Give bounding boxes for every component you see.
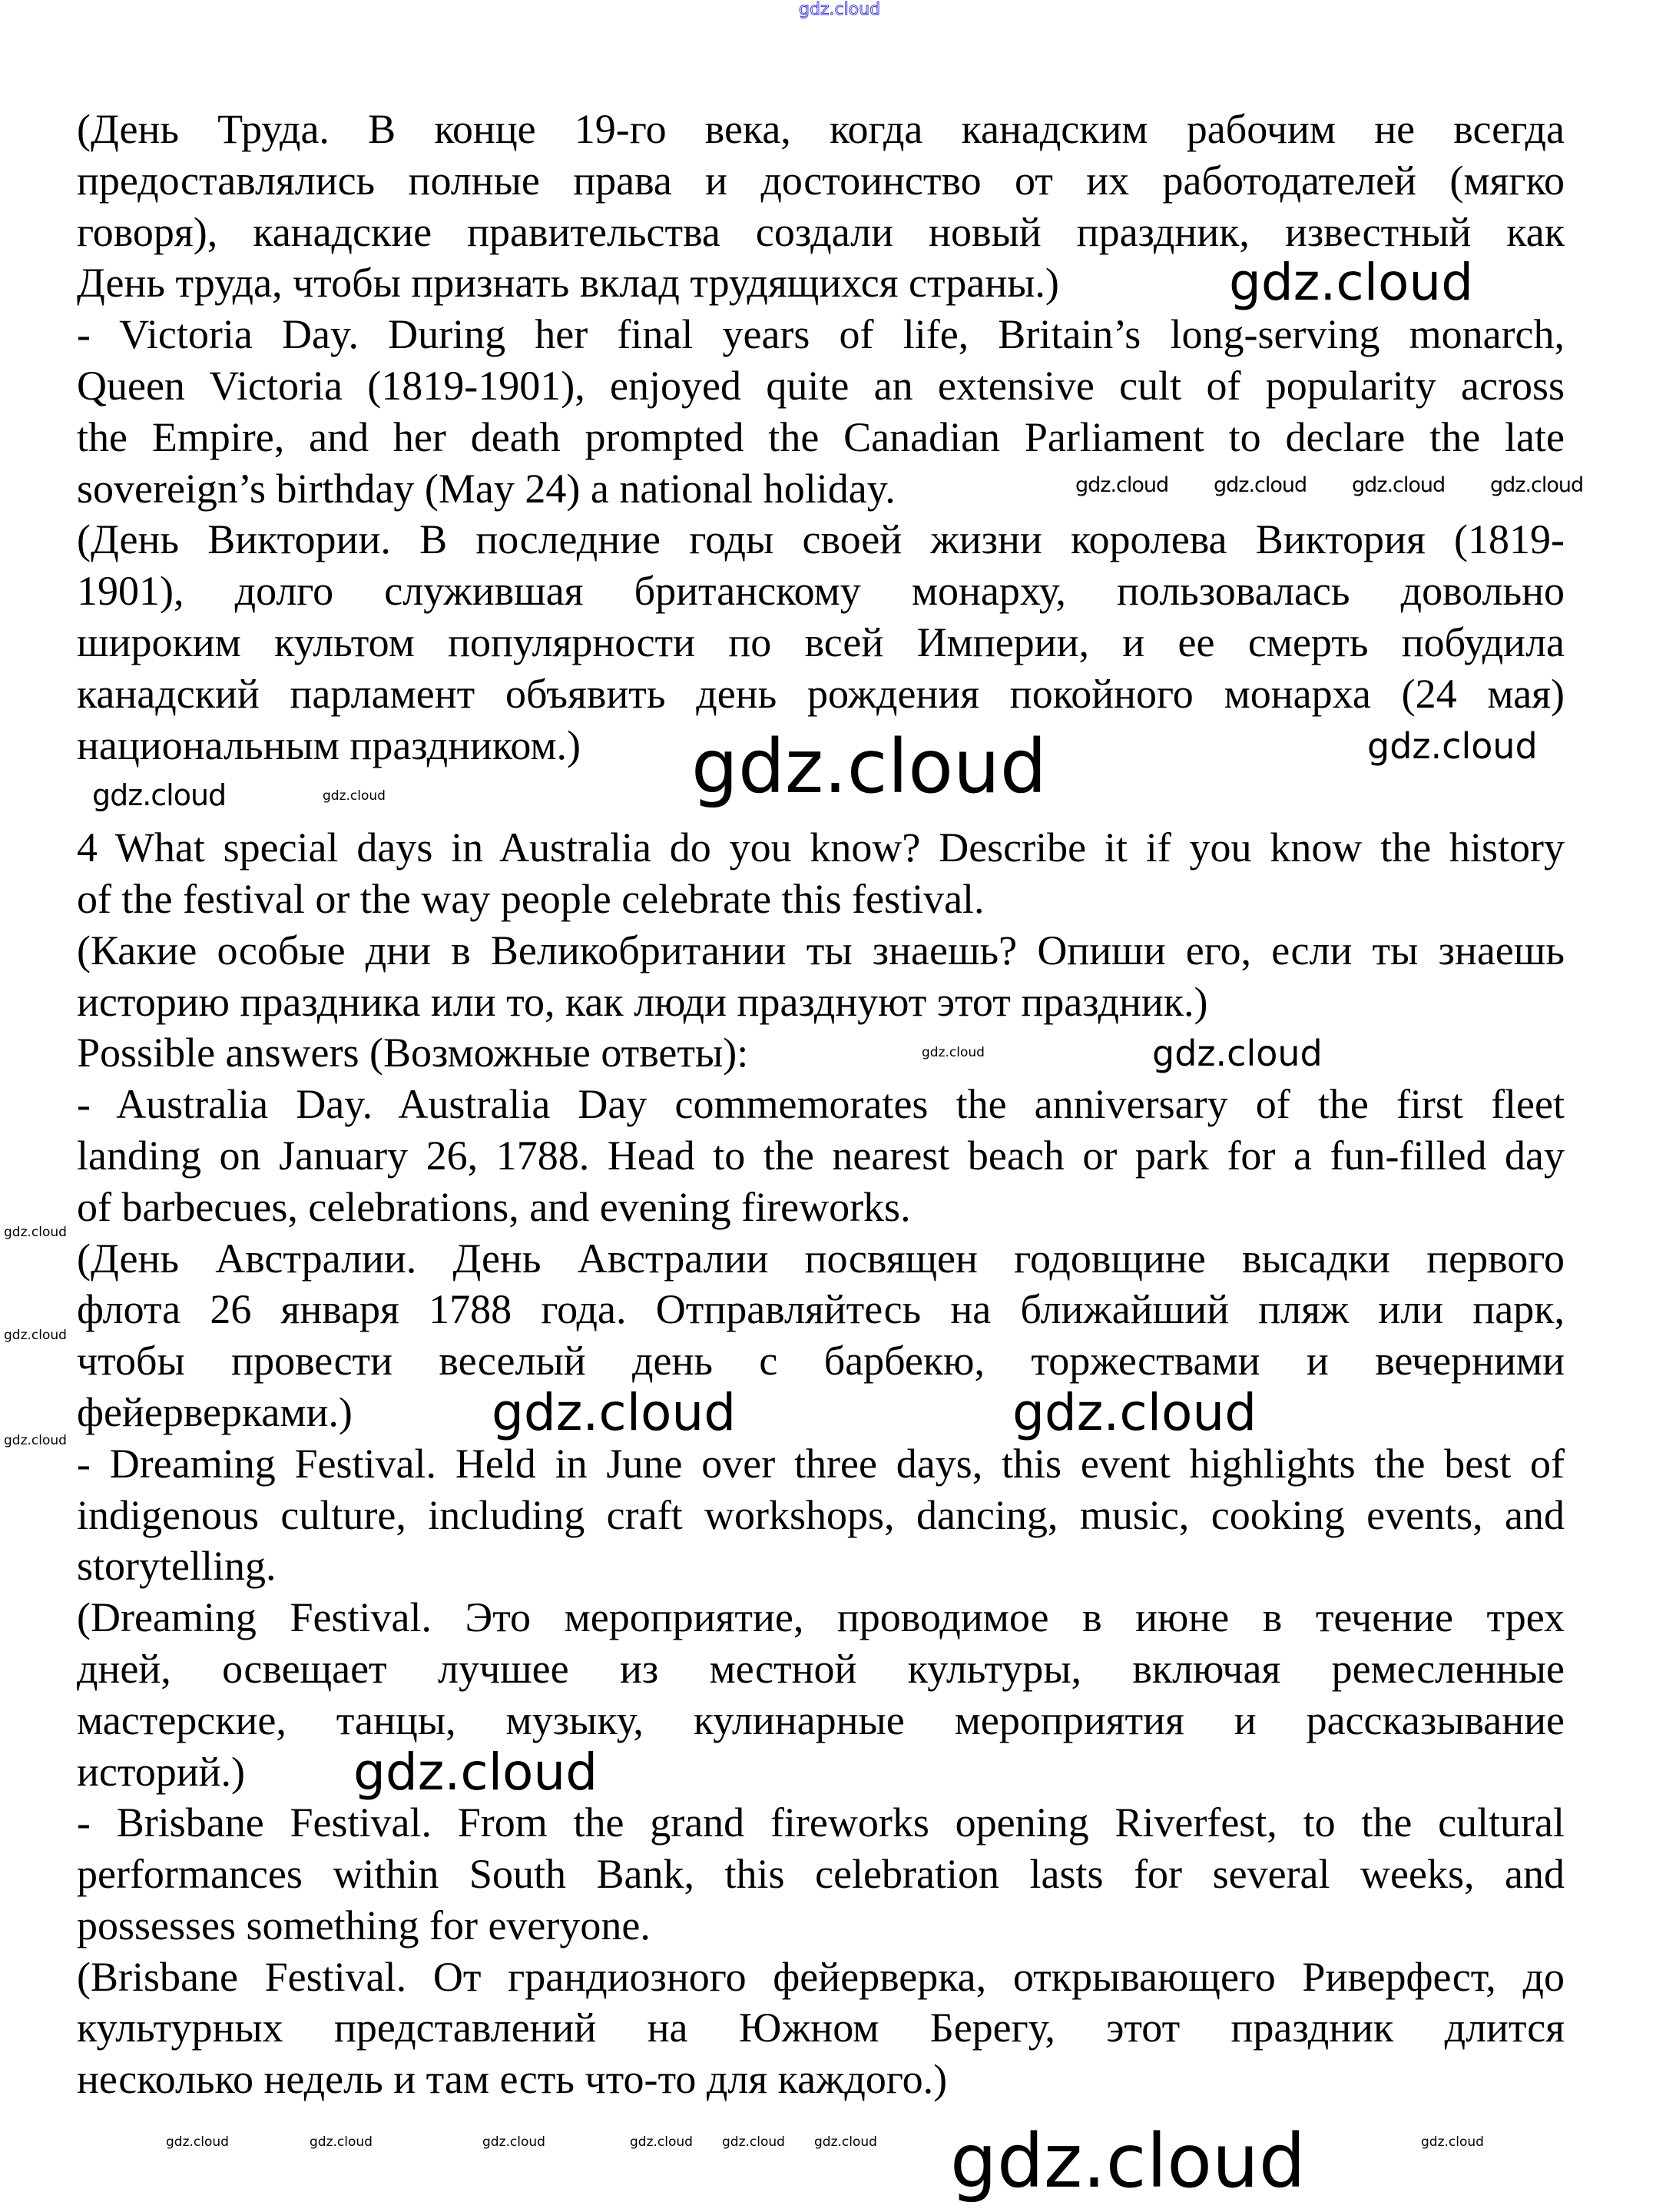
watermark: gdz.cloud: [1214, 473, 1307, 497]
text-line: историю праздника или то, как люди празднуют этот праздник.): [77, 978, 1208, 1025]
watermark: gdz.cloud: [691, 724, 1047, 810]
text-line: (Какие особые дни в Великобритании ты знаешь? Опиши его, если ты знаешь: [77, 927, 1565, 973]
text-line: мастерские, танцы, музыку, кулинарные мероприятия и рассказывание: [77, 1696, 1565, 1743]
watermark: gdz.cloud: [814, 2134, 877, 2150]
watermark: gdz.cloud: [1352, 473, 1446, 497]
text-line: the Empire, and her death prompted the Canadian Parliament to declare the late: [77, 413, 1565, 460]
watermark: gdz.cloud: [166, 2134, 229, 2150]
text-line: чтобы провести веселый день с барбекю, торжествами и вечерними: [77, 1338, 1565, 1385]
header-watermark: gdz.cloud: [799, 0, 881, 19]
text-line: историй.): [77, 1748, 246, 1795]
text-line: флота 26 января 1788 года. Отправляйтесь на ближайший пляж или парк,: [77, 1286, 1565, 1333]
text-line: культурных представлений на Южном Берегу, этот праздник длится: [77, 2005, 1565, 2051]
text-line: of the festival or the way people celebrate this festival.: [77, 875, 985, 922]
text-line: - Brisbane Festival. From the grand fireworks opening Riverfest, to the cultural: [77, 1799, 1565, 1846]
watermark: gdz.cloud: [950, 2118, 1306, 2204]
text-line: фейерверками.): [77, 1388, 353, 1435]
watermark: gdz.cloud: [1490, 473, 1584, 497]
text-line: landing on January 26, 1788. Head to the nearest beach or park for a fun-filled day: [77, 1132, 1565, 1179]
watermark: gdz.cloud: [1229, 253, 1474, 312]
watermark: gdz.cloud: [722, 2134, 785, 2150]
text-line: storytelling.: [77, 1543, 277, 1590]
text-line: несколько недель и там есть что-то для каждого.): [77, 2056, 948, 2103]
text-line: 1901), долго служившая британскому монарху, пользовалась довольно: [77, 568, 1565, 615]
paragraph: [77, 1952, 1565, 2105]
paragraph: [77, 1027, 1565, 1079]
paragraph: [77, 1233, 1565, 1442]
text-line: (Brisbane Festival. От грандиозного фейерверка, открывающего Риверфест, до: [77, 1953, 1565, 2000]
watermark: gdz.cloud: [482, 2134, 545, 2150]
text-line: (День Австралии. День Австралии посвящен годовщине высадки первого: [77, 1235, 1565, 1282]
watermark: gdz.cloud: [1075, 473, 1169, 497]
text-line: предоставлялись полные права и достоинство от их работодателей (мягко: [77, 157, 1565, 204]
text-line: Possible answers (Возможные ответы):: [77, 1030, 749, 1076]
text-line: - Dreaming Festival. Held in June over three days, this event highlights the best of: [77, 1440, 1565, 1487]
watermark: gdz.cloud: [1152, 1033, 1323, 1074]
watermark: gdz.cloud: [1012, 1383, 1257, 1442]
text-line: Queen Victoria (1819-1901), enjoyed quite an extensive cult of popularity across: [77, 362, 1565, 409]
text-line: (День Виктории. В последние годы своей жизни королева Виктория (1819-: [77, 516, 1565, 563]
paragraph: [77, 309, 1565, 514]
paragraph: [77, 1438, 1565, 1592]
text-line: (День Труда. В конце 19-го века, когда канадским рабочим не всегда: [77, 106, 1565, 152]
document-body: [77, 104, 1565, 2105]
text-line: sovereign’s birthday (May 24) a national holiday.: [77, 465, 896, 512]
text-line: День труда, чтобы признать вклад трудящихся страны.): [77, 260, 1059, 307]
watermark: gdz.cloud: [323, 788, 386, 804]
text-line: performances within South Bank, this celebration lasts for several weeks, and: [77, 1851, 1565, 1898]
paragraph: [77, 822, 1565, 925]
paragraph: [77, 1079, 1565, 1232]
watermark: gdz.cloud: [310, 2134, 373, 2150]
text-line: (Dreaming Festival. Это мероприятие, проводимое в июне в течение трех: [77, 1594, 1565, 1641]
text-line: 4 What special days in Australia do you know? Describe it if you know the history: [77, 824, 1565, 871]
text-line: of barbecues, celebrations, and evening fireworks.: [77, 1183, 911, 1230]
text-line: indigenous culture, including craft workshops, dancing, music, cooking events, and: [77, 1491, 1565, 1538]
text-line: национальным праздником.): [77, 721, 581, 768]
watermark: gdz.cloud: [1421, 2134, 1484, 2150]
watermark: gdz.cloud: [4, 1225, 67, 1240]
text-line: - Australia Day. Australia Day commemorates the anniversary of the first fleet: [77, 1081, 1565, 1128]
watermark: gdz.cloud: [1367, 725, 1538, 767]
paragraph: [77, 1592, 1565, 1802]
watermark: gdz.cloud: [922, 1045, 985, 1060]
text-line: - Victoria Day. During her final years of life, Britain’s long-serving monarch,: [77, 311, 1565, 358]
watermark: gdz.cloud: [353, 1743, 598, 1802]
text-line: possesses something for everyone.: [77, 1902, 651, 1948]
text-line: широким культом популярности по всей Империи, и ее смерть побудила: [77, 618, 1565, 665]
watermark: gdz.cloud: [4, 1328, 67, 1343]
paragraph: [77, 925, 1565, 1028]
watermark: gdz.cloud: [492, 1383, 737, 1442]
watermark: gdz.cloud: [92, 778, 227, 812]
text-line: канадский парламент объявить день рождения покойного монарха (24 мая): [77, 670, 1565, 717]
paragraph: [77, 1797, 1565, 1951]
text-line: дней, освещает лучшее из местной культуры, включая ремесленные: [77, 1645, 1565, 1692]
watermark: gdz.cloud: [630, 2134, 693, 2150]
text-line: говоря), канадские правительства создали новый праздник, известный как: [77, 208, 1565, 255]
watermark: gdz.cloud: [4, 1433, 67, 1448]
